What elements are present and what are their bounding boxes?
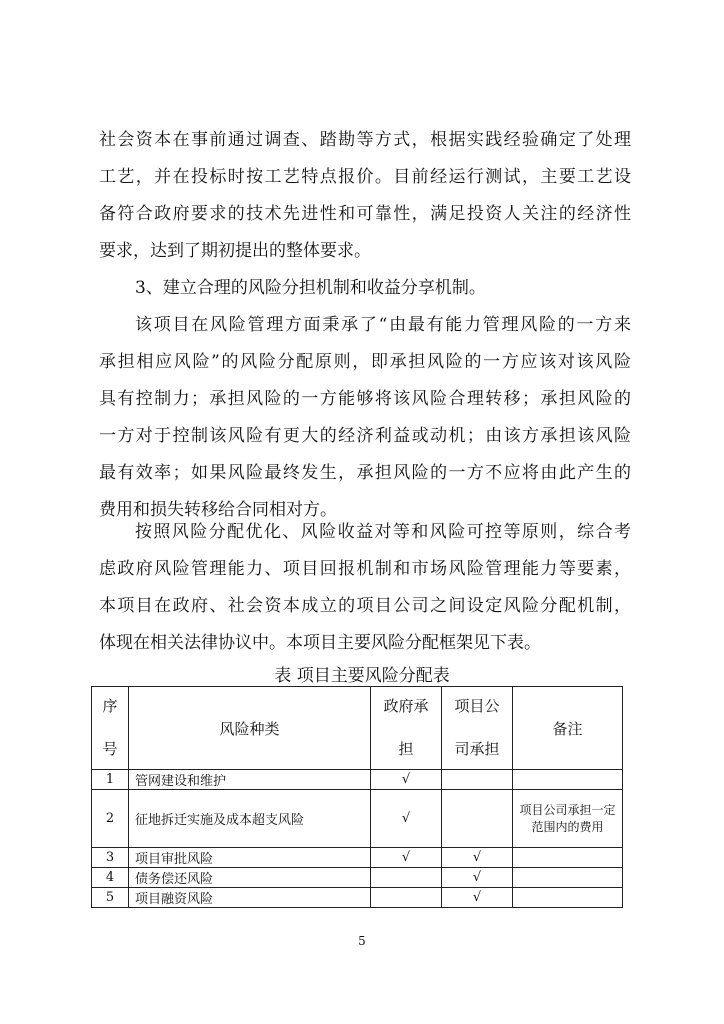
header-company-top: 项目公 (454, 697, 500, 715)
text-line: 备符合政府要求的技术先进性和可靠性，满足投资人关注的经济性 (99, 204, 631, 224)
row-no: 2 (92, 790, 129, 848)
row-type-text: 征地拆迁实施及成本超支风险 (135, 813, 305, 828)
paragraph-risk-principle (99, 307, 631, 529)
row-type-text: 债务偿还风险 (135, 872, 214, 887)
header-gov-bottom: 担 (398, 740, 414, 758)
header-gov-top: 政府承 (383, 697, 429, 715)
row-note (513, 790, 623, 848)
row-no: 5 (92, 888, 129, 908)
row-type (129, 868, 371, 888)
header-note: 备注 (513, 687, 623, 770)
text-line: 要求，达到了期初提出的整体要求。 (99, 241, 371, 261)
text-line: 社会资本在事前通过调查、踏勘等方式，根据实践经验确定了处理 (99, 130, 631, 150)
text-line: 工艺，并在投标时按工艺特点报价。目前经运行测试，主要工艺设 (99, 167, 631, 187)
row-gov: √ (371, 770, 442, 790)
risk-allocation-table (91, 686, 623, 908)
row-no: 1 (92, 770, 129, 790)
header-company (442, 687, 513, 770)
header-no-bottom: 号 (102, 740, 118, 758)
row-company: √ (442, 868, 513, 888)
table-row (92, 770, 623, 790)
row-note (513, 868, 623, 888)
table-row (92, 868, 623, 888)
row-type (129, 790, 371, 848)
header-no-top: 序 (102, 697, 118, 715)
row-note-text: 项目公司承担一定范围内的费用 (519, 802, 616, 834)
text-line: 本项目在政府、社会资本成立的项目公司之间设定风险分配机制， (99, 596, 631, 616)
section-heading-3 (99, 270, 631, 307)
row-type-text: 管网建设和维护 (135, 774, 227, 789)
header-risk-type: 风险种类 (129, 687, 371, 770)
row-type (129, 888, 371, 908)
table-header-row (92, 687, 623, 770)
row-type-text: 项目审批风险 (135, 852, 214, 867)
text-line: 按照风险分配优化、风险收益对等和风险可控等原则，综合考 (135, 522, 631, 542)
row-gov: √ (371, 848, 442, 868)
table-row (92, 848, 623, 868)
row-no: 3 (92, 848, 129, 868)
row-note (513, 888, 623, 908)
row-gov: √ (371, 790, 442, 848)
table-caption: 表 项目主要风险分配表 (274, 666, 450, 686)
row-company (442, 790, 513, 848)
header-company-bottom: 司承担 (454, 740, 500, 758)
row-company: √ (442, 888, 513, 908)
table-row (92, 790, 623, 848)
row-note (513, 848, 623, 868)
text-line: 该项目在风险管理方面秉承了“由最有能力管理风险的一方来 (135, 315, 631, 335)
text-line: 虑政府风险管理能力、项目回报机制和市场风险管理能力等要素， (99, 559, 631, 579)
heading-text: 3、建立合理的风险分担机制和收益分享机制。 (135, 278, 486, 298)
row-gov (371, 868, 442, 888)
row-company: √ (442, 848, 513, 868)
paragraph-risk-allocation (99, 514, 631, 662)
text-line: 承担相应风险”的风险分配原则，即承担风险的一方应该对该风险 (99, 352, 631, 372)
text-line: 最有效率；如果风险最终发生，承担风险的一方不应将由此产生的 (99, 463, 631, 483)
row-type (129, 848, 371, 868)
page-number: 5 (358, 934, 366, 948)
row-no: 4 (92, 868, 129, 888)
row-gov (371, 888, 442, 908)
row-type (129, 770, 371, 790)
text-line: 具有控制力；承担风险的一方能够将该风险合理转移；承担风险的 (99, 389, 631, 409)
row-type-text: 项目融资风险 (135, 892, 214, 907)
text-line: 体现在相关法律协议中。本项目主要风险分配框架见下表。 (99, 633, 541, 653)
text-line: 费用和损失转移给合同相对方。 (99, 500, 337, 520)
header-no (92, 687, 129, 770)
header-gov (371, 687, 442, 770)
row-company (442, 770, 513, 790)
table-row (92, 888, 623, 908)
paragraph-processing-technology (99, 122, 631, 270)
row-note (513, 770, 623, 790)
text-line: 一方对于控制该风险有更大的经济利益或动机；由该方承担该风险 (99, 426, 631, 446)
